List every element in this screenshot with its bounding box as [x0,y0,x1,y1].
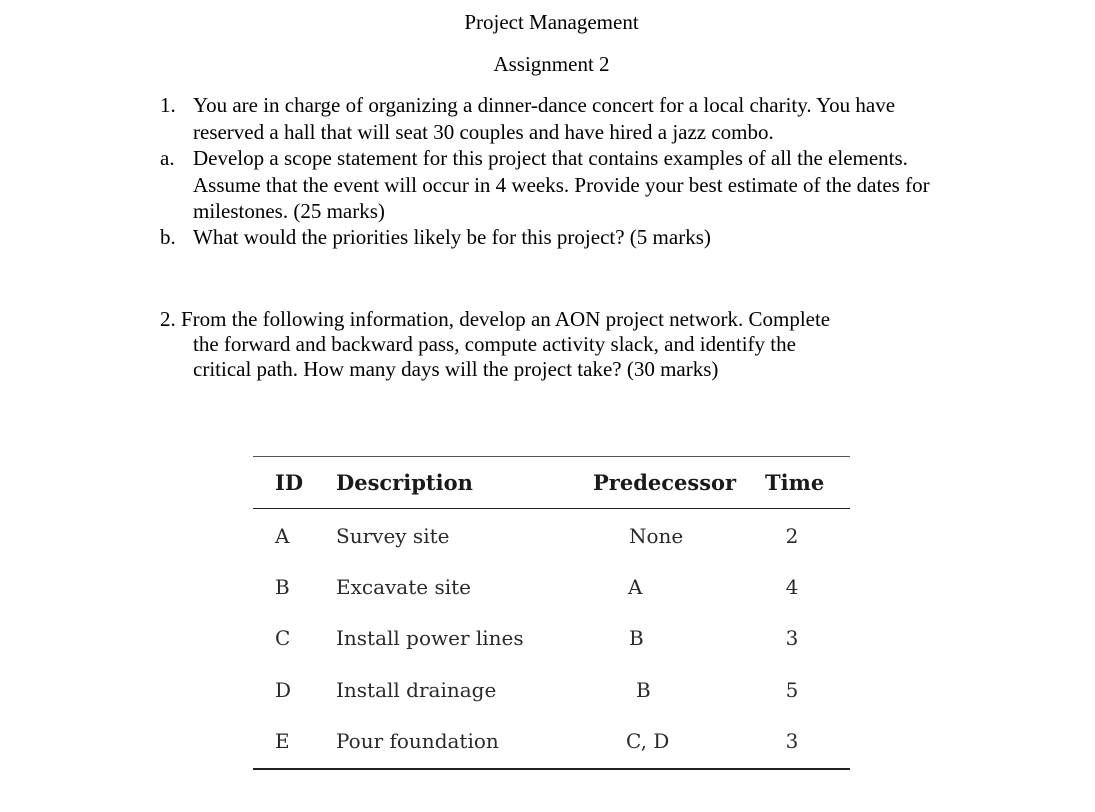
row-d-time: 5 [785,678,799,702]
row-c-description: Install power lines [336,626,524,650]
row-a-time: 2 [785,524,799,548]
row-b-time: 4 [785,575,799,599]
row-c-id: C [275,626,291,650]
row-c-predecessor: B [629,626,644,650]
row-e-description: Pour foundation [336,729,499,753]
question-1-text: You are in charge of organizing a dinner-dance concert for a local charity. You have reserved a hall that will seat 30 couples and have hired a jazz combo. [193,93,896,144]
question-1-part-b [160,224,963,251]
activity-table [253,456,850,770]
row-e-time: 3 [785,729,799,753]
row-b-description: Excavate site [336,575,471,599]
row-a-description: Survey site [336,524,450,548]
row-d-description: Install drainage [336,678,497,702]
assignment-subtitle: Assignment 2 [493,52,610,76]
row-c-time: 3 [785,626,799,650]
question-2-text: 2. From the following information, develop an AON project network. Complete the forward and backward pass, compute activity slack, and identify the critical path. How many days will the project take? (30 marks) [160,307,831,381]
part-b-text: What would the priorities likely be for this project? (5 marks) [193,225,711,249]
question-1 [160,92,963,145]
question-1-number: 1. [160,93,176,117]
header-divider [253,508,850,509]
header-id: ID [275,470,304,495]
row-b-id: B [275,575,290,599]
question-1-part-a [160,145,963,225]
part-b-marker: b. [160,225,176,249]
row-d-id: D [275,678,292,702]
part-a-text: Develop a scope statement for this project that contains examples of all the elements. Assume that the event will occur in 4 weeks. Provide your best estimate of the dates for milestones. (25 marks) [193,146,930,223]
row-e-id: E [275,729,290,753]
header-time: Time [765,470,825,495]
document-title: Project Management [464,10,639,34]
row-d-predecessor: B [636,678,651,702]
row-e-predecessor: C, D [626,729,670,753]
header-description: Description [336,470,473,495]
row-a-predecessor: None [629,524,684,548]
header-predecessor: Predecessor [593,470,737,495]
row-b-predecessor: A [628,575,643,599]
part-a-marker: a. [160,146,175,170]
row-a-id: A [275,524,290,548]
